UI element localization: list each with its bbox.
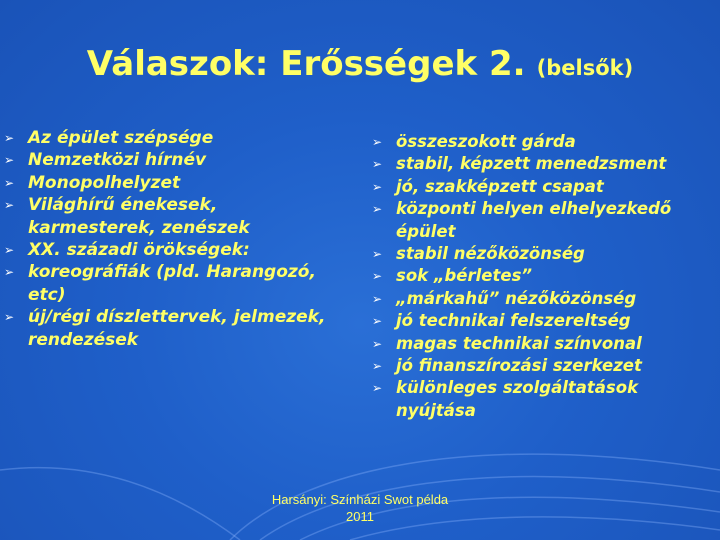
list-item-text: Világhírű énekesek, karmesterek, zenészek [28,195,250,238]
title-main: Válaszok: Erősségek 2. [86,44,526,84]
arrowhead-bullet-icon: ➢ [372,381,383,396]
list-item-text: összeszokott gárda [396,132,576,151]
list-item [372,243,702,265]
list-item [4,239,334,261]
list-item-text: XX. századi örökségek: [28,240,250,261]
footer-year: 2011 [346,509,374,524]
list-item [372,131,702,153]
arrowhead-bullet-icon: ➢ [4,198,15,213]
list-item-text: Nemzetközi hírnév [28,150,207,171]
list-item-text: központi helyen elhelyezkedő épület [396,199,672,241]
arrowhead-bullet-icon: ➢ [4,131,15,145]
arrowhead-bullet-icon: ➢ [372,359,383,374]
list-item-text: jó finanszírozási szerkezet [396,356,642,376]
list-item-text: sok „bérletes” [396,266,533,286]
list-item [4,194,334,239]
list-item [4,127,334,149]
list-item-text: új/régi díszlettervek, jelmezek, rendezések [28,307,326,350]
arrowhead-bullet-icon: ➢ [372,314,383,329]
list-item-text: stabil, képzett menedzsment [396,154,667,174]
footer-caption: Harsányi: Színházi Swot példa [271,492,449,507]
list-item [4,172,334,194]
list-item [372,176,702,198]
list-item [372,355,702,377]
list-item-text: különleges szolgáltatások nyújtása [396,378,639,420]
list-item-text: „márkahű” nézőközönség [396,288,637,308]
left-bullet-list [4,127,334,351]
arrowhead-bullet-icon: ➢ [372,269,383,284]
list-item-text: koreográfiák (pld. Harangozó, etc) [28,262,316,305]
arrowhead-bullet-icon: ➢ [4,153,15,168]
list-item [4,149,334,171]
list-item [372,153,702,175]
list-item-text: magas technikai színvonal [396,333,642,353]
arrowhead-bullet-icon: ➢ [372,336,383,351]
title-subtitle: (belsők) [536,56,634,80]
list-item-text: Az épület szépsége [28,128,214,148]
list-item-text: jó technikai felszereltség [396,311,631,331]
arrowhead-bullet-icon: ➢ [4,175,15,190]
list-item [372,377,702,422]
list-item-text: jó, szakképzett csapat [396,176,604,196]
arrowhead-bullet-icon: ➢ [372,202,383,217]
list-item [372,310,702,332]
arrowhead-bullet-icon: ➢ [372,291,383,306]
arrowhead-bullet-icon: ➢ [372,135,383,149]
list-item-text: stabil nézőközönség [396,244,585,264]
list-item [372,265,702,287]
list-item [372,333,702,355]
slide-title [0,44,720,84]
arrowhead-bullet-icon: ➢ [372,247,383,262]
right-bullet-list [372,131,702,422]
arrowhead-bullet-icon: ➢ [372,179,383,194]
arrowhead-bullet-icon: ➢ [372,157,383,172]
arrowhead-bullet-icon: ➢ [4,310,15,325]
arrowhead-bullet-icon: ➢ [4,265,15,280]
list-item [4,261,334,306]
arrowhead-bullet-icon: ➢ [4,243,15,258]
list-item-text: Monopolhelyzet [28,172,181,193]
list-item [372,198,702,243]
list-item [372,288,702,310]
list-item [4,306,334,351]
